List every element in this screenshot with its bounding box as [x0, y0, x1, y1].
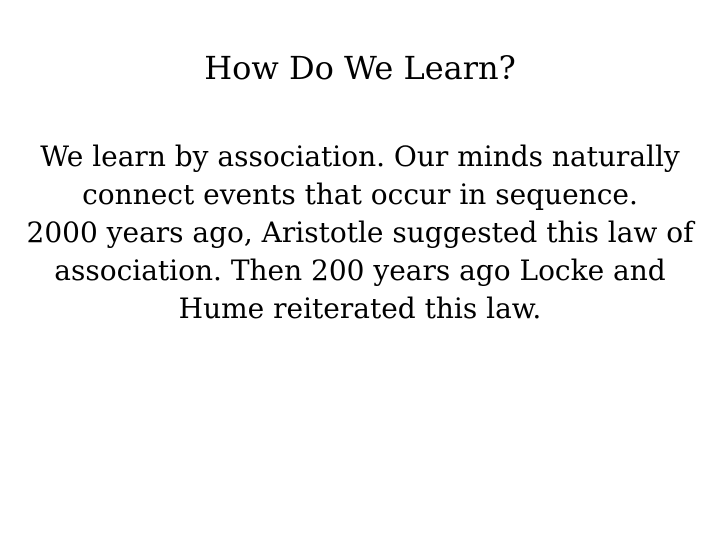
slide-body	[20, 138, 700, 328]
slide-title: How Do We Learn?	[204, 49, 516, 87]
body-paragraph-association: We learn by association. Our minds naturally connect events that occur in sequence.	[40, 140, 680, 211]
body-paragraph-history: 2000 years ago, Aristotle suggested this law of association. Then 200 years ago Locke and Hume reiterated this law.	[26, 216, 694, 325]
